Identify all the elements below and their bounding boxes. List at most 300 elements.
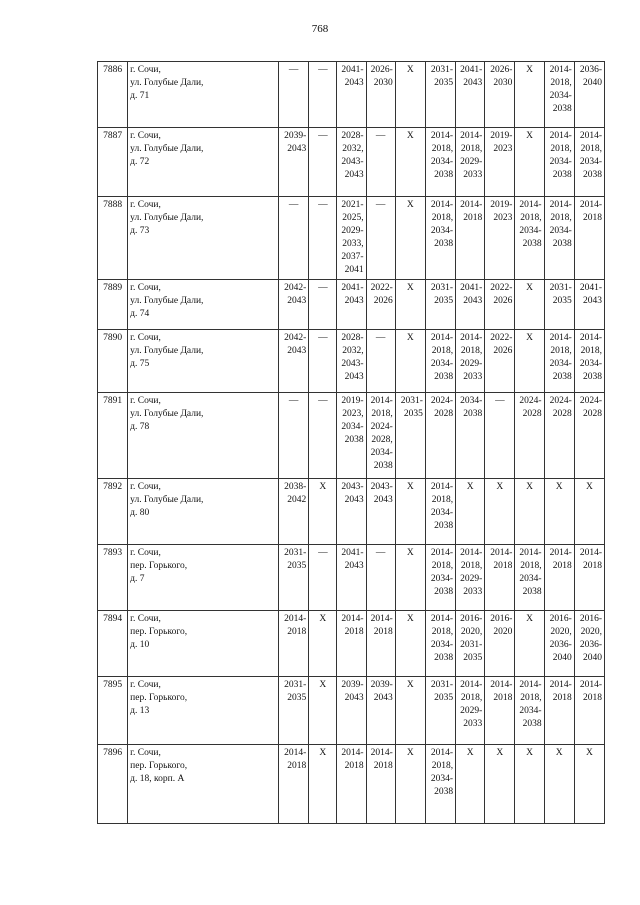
- period-line: 2031-: [460, 640, 483, 650]
- period-line: 2018: [552, 693, 572, 703]
- period-cell: [395, 677, 425, 745]
- address-line: ул. Голубые Дали,: [130, 296, 204, 306]
- period-line: 2034-: [430, 774, 454, 784]
- address-line: ул. Голубые Дали,: [130, 495, 204, 505]
- period-line: 2018,: [431, 213, 454, 223]
- period-cell: [456, 479, 485, 545]
- period-cell: [425, 545, 455, 611]
- period-line: —: [375, 200, 386, 210]
- period-line: 2020,: [550, 627, 572, 637]
- address-cell: [128, 677, 279, 745]
- period-line: 2014-: [460, 333, 483, 343]
- period-cell: [279, 393, 309, 479]
- period-line: 2014-: [430, 748, 454, 758]
- period-line: 2036-: [579, 65, 602, 75]
- period-cell: [485, 280, 515, 330]
- period-line: 2018: [287, 627, 307, 637]
- row-number: 7888: [98, 197, 128, 280]
- period-cell: [337, 330, 366, 393]
- period-cell: [309, 62, 337, 128]
- period-line: 2014-: [579, 548, 602, 558]
- address-line: д. 74: [130, 309, 150, 319]
- period-cell: [544, 677, 574, 745]
- period-cell: [425, 393, 455, 479]
- period-line: 2018,: [520, 561, 542, 571]
- period-line: 2028: [522, 409, 542, 419]
- period-line: 2018,: [460, 144, 483, 154]
- period-line: 2034-: [430, 157, 454, 167]
- period-line: X: [526, 65, 533, 75]
- period-line: 2014-: [579, 333, 602, 343]
- period-cell: [395, 545, 425, 611]
- period-line: 2029-: [460, 574, 483, 584]
- period-line: 2042-: [284, 333, 307, 343]
- period-line: 2018,: [520, 693, 542, 703]
- table-row: [98, 330, 605, 393]
- period-cell: [574, 393, 604, 479]
- period-cell: [395, 611, 425, 677]
- period-cell: [279, 611, 309, 677]
- period-cell: [366, 280, 395, 330]
- address-line: д. 13: [130, 706, 150, 716]
- period-line: X: [496, 482, 504, 492]
- period-line: 2023: [493, 144, 513, 154]
- address-line: г. Сочи,: [130, 333, 161, 343]
- address-line: пер. Горького,: [130, 693, 188, 703]
- period-line: X: [319, 614, 327, 624]
- period-cell: [366, 611, 395, 677]
- period-line: 2041-: [460, 283, 483, 293]
- period-line: 2029-: [341, 226, 364, 236]
- period-cell: [544, 197, 574, 280]
- period-line: 2038: [373, 461, 393, 471]
- period-line: 2018,: [431, 495, 454, 505]
- period-line: 2038: [552, 239, 572, 249]
- period-line: —: [288, 65, 299, 75]
- period-line: 2034-: [430, 359, 454, 369]
- period-line: 2043: [344, 170, 364, 180]
- period-line: —: [375, 333, 386, 343]
- period-cell: [337, 393, 366, 479]
- period-line: 2038: [463, 409, 483, 419]
- period-cell: [515, 330, 544, 393]
- period-line: 2018,: [550, 346, 572, 356]
- period-line: 2038-: [284, 482, 307, 492]
- period-cell: [279, 280, 309, 330]
- period-cell: [485, 197, 515, 280]
- period-line: X: [526, 482, 533, 492]
- period-line: 2036-: [579, 640, 602, 650]
- period-cell: [309, 393, 337, 479]
- period-cell: [366, 745, 395, 824]
- period-line: 2014-: [460, 131, 483, 141]
- period-line: 2018: [344, 761, 364, 771]
- period-cell: [485, 479, 515, 545]
- address-line: д. 72: [130, 157, 150, 167]
- period-cell: [485, 745, 515, 824]
- period-line: 2014-: [341, 614, 364, 624]
- period-line: 2035: [434, 296, 454, 306]
- period-line: 2018: [373, 761, 393, 771]
- period-line: 2038: [552, 170, 572, 180]
- period-cell: [425, 745, 455, 824]
- period-line: 2040: [583, 78, 602, 88]
- period-cell: [337, 479, 366, 545]
- address-cell: [128, 393, 279, 479]
- period-line: 2035: [287, 561, 307, 571]
- row-number: 7893: [98, 545, 128, 611]
- period-line: 2043-: [341, 359, 364, 369]
- period-cell: [279, 330, 309, 393]
- row-number: 7890: [98, 330, 128, 393]
- period-line: 2032,: [342, 346, 364, 356]
- table-row: [98, 479, 605, 545]
- period-line: 2036-: [549, 640, 572, 650]
- period-line: 2043: [344, 372, 364, 382]
- period-line: 2038: [583, 372, 602, 382]
- period-cell: [309, 745, 337, 824]
- period-line: 2024-: [370, 422, 393, 432]
- period-cell: [574, 128, 604, 197]
- period-line: 2014-: [519, 548, 542, 558]
- period-line: 2025,: [342, 213, 364, 223]
- period-line: 2014-: [284, 614, 307, 624]
- address-cell: [128, 330, 279, 393]
- row-number: 7886: [98, 62, 128, 128]
- period-cell: [574, 611, 604, 677]
- period-line: 2038: [552, 104, 572, 114]
- row-number: 7894: [98, 611, 128, 677]
- period-line: 2043-: [370, 482, 393, 492]
- period-line: 2014-: [284, 748, 307, 758]
- period-line: 2043: [463, 296, 483, 306]
- period-line: 2042-: [284, 283, 307, 293]
- period-line: 2043-: [341, 482, 364, 492]
- period-line: 2022-: [370, 283, 393, 293]
- period-cell: [366, 545, 395, 611]
- period-cell: [309, 479, 337, 545]
- period-line: 2014-: [460, 200, 483, 210]
- period-line: 2033,: [342, 239, 364, 249]
- period-line: 2014-: [370, 614, 393, 624]
- address-line: д. 10: [130, 640, 150, 650]
- period-line: 2014-: [341, 748, 364, 758]
- period-line: —: [495, 396, 505, 406]
- period-cell: [309, 280, 337, 330]
- period-line: 2018,: [460, 693, 483, 703]
- period-line: 2016-: [490, 614, 513, 624]
- period-cell: [544, 280, 574, 330]
- period-line: 2040: [583, 653, 602, 663]
- address-line: д. 78: [130, 422, 150, 432]
- period-line: 2038: [434, 239, 454, 249]
- period-line: 2037-: [341, 252, 364, 262]
- period-line: 2043: [373, 495, 393, 505]
- period-line: —: [318, 333, 328, 343]
- period-cell: [309, 545, 337, 611]
- period-line: X: [406, 748, 414, 758]
- period-line: 2019-: [490, 131, 513, 141]
- period-cell: [456, 677, 485, 745]
- table-row: [98, 62, 605, 128]
- page-number: 768: [311, 23, 329, 35]
- period-line: 2043: [344, 693, 364, 703]
- address-cell: [128, 611, 279, 677]
- period-cell: [574, 62, 604, 128]
- period-line: X: [466, 748, 474, 758]
- period-line: 2018,: [550, 78, 572, 88]
- period-line: 2031-: [284, 680, 307, 690]
- period-line: 2014-: [549, 333, 572, 343]
- period-line: 2034-: [549, 91, 572, 101]
- period-cell: [456, 545, 485, 611]
- period-cell: [395, 330, 425, 393]
- period-line: 2033: [463, 719, 483, 729]
- period-line: X: [526, 131, 533, 141]
- period-line: —: [288, 200, 299, 210]
- address-line: д. 7: [130, 574, 145, 584]
- period-line: 2033: [463, 170, 483, 180]
- period-line: X: [585, 748, 593, 758]
- period-line: 2020,: [460, 627, 483, 637]
- period-line: 2034-: [430, 574, 454, 584]
- period-cell: [544, 745, 574, 824]
- table-row: [98, 128, 605, 197]
- address-line: г. Сочи,: [130, 482, 161, 492]
- period-cell: [485, 330, 515, 393]
- period-cell: [279, 677, 309, 745]
- period-line: 2014-: [430, 614, 454, 624]
- period-line: 2042: [287, 495, 307, 505]
- period-line: 2018,: [550, 213, 572, 223]
- period-line: 2014-: [490, 548, 513, 558]
- period-line: —: [288, 396, 299, 406]
- row-number: 7889: [98, 280, 128, 330]
- period-line: 2026-: [490, 65, 513, 75]
- period-line: 2026-: [370, 65, 393, 75]
- period-line: 2034-: [549, 157, 572, 167]
- period-line: 2018,: [431, 627, 454, 637]
- period-cell: [485, 611, 515, 677]
- period-line: 2035: [403, 409, 423, 419]
- address-line: д. 73: [130, 226, 150, 236]
- period-line: X: [466, 482, 474, 492]
- period-cell: [574, 330, 604, 393]
- period-line: 2014-: [430, 131, 454, 141]
- address-line: г. Сочи,: [130, 748, 161, 758]
- period-line: —: [318, 200, 328, 210]
- period-cell: [574, 479, 604, 545]
- period-line: X: [555, 482, 563, 492]
- period-line: 2018: [287, 761, 307, 771]
- period-line: 2018: [583, 561, 602, 571]
- period-line: 2034-: [430, 226, 454, 236]
- period-line: 2038: [522, 719, 542, 729]
- period-cell: [366, 197, 395, 280]
- period-line: 2035: [434, 78, 454, 88]
- period-line: 2018: [493, 561, 513, 571]
- period-line: 2020: [493, 627, 513, 637]
- period-line: 2018: [344, 627, 364, 637]
- period-cell: [544, 62, 574, 128]
- period-line: 2014-: [549, 200, 572, 210]
- period-cell: [485, 545, 515, 611]
- period-cell: [574, 745, 604, 824]
- address-line: г. Сочи,: [130, 548, 161, 558]
- period-line: 2024-: [430, 396, 454, 406]
- period-cell: [366, 479, 395, 545]
- period-cell: [309, 677, 337, 745]
- period-cell: [395, 745, 425, 824]
- period-line: —: [318, 396, 328, 406]
- row-number: 7896: [98, 745, 128, 824]
- period-cell: [395, 62, 425, 128]
- period-line: 2018: [552, 561, 572, 571]
- address-cell: [128, 280, 279, 330]
- address-line: г. Сочи,: [130, 680, 161, 690]
- period-line: 2043: [583, 296, 602, 306]
- row-number: 7887: [98, 128, 128, 197]
- period-line: 2041: [344, 265, 364, 275]
- period-cell: [337, 197, 366, 280]
- period-line: X: [406, 548, 414, 558]
- period-cell: [515, 479, 544, 545]
- period-cell: [425, 280, 455, 330]
- period-line: X: [406, 200, 414, 210]
- period-cell: [425, 677, 455, 745]
- period-cell: [279, 545, 309, 611]
- period-cell: [574, 545, 604, 611]
- period-line: 2031-: [430, 283, 454, 293]
- period-line: 2043: [344, 296, 364, 306]
- period-cell: [425, 128, 455, 197]
- address-cell: [128, 545, 279, 611]
- period-line: 2043: [287, 144, 307, 154]
- period-line: 2022-: [490, 333, 513, 343]
- address-line: пер. Горького,: [130, 561, 188, 571]
- period-line: 2018,: [580, 346, 602, 356]
- period-line: X: [319, 748, 327, 758]
- period-line: 2023,: [342, 409, 364, 419]
- period-line: 2038: [583, 170, 602, 180]
- period-line: 2034-: [341, 422, 364, 432]
- period-line: X: [406, 65, 414, 75]
- period-line: 2014-: [549, 680, 572, 690]
- period-cell: [515, 280, 544, 330]
- repair-schedule-table: [97, 61, 605, 824]
- period-line: 2028-: [341, 131, 364, 141]
- period-line: 2043-: [341, 157, 364, 167]
- address-cell: [128, 745, 279, 824]
- period-line: 2034-: [549, 359, 572, 369]
- table-row: [98, 393, 605, 479]
- address-cell: [128, 62, 279, 128]
- period-line: 2023: [493, 213, 513, 223]
- address-line: ул. Голубые Дали,: [130, 213, 204, 223]
- table-row: [98, 545, 605, 611]
- address-line: ул. Голубые Дали,: [130, 346, 204, 356]
- period-line: 2034-: [430, 640, 454, 650]
- period-cell: [544, 393, 574, 479]
- period-cell: [456, 393, 485, 479]
- period-line: 2018,: [580, 144, 602, 154]
- period-line: —: [318, 131, 328, 141]
- period-line: 2032,: [342, 144, 364, 154]
- period-cell: [515, 677, 544, 745]
- period-line: X: [496, 748, 504, 758]
- address-line: ул. Голубые Дали,: [130, 144, 204, 154]
- period-line: —: [318, 548, 328, 558]
- period-line: 2026: [493, 296, 513, 306]
- period-cell: [515, 62, 544, 128]
- address-line: г. Сочи,: [130, 283, 161, 293]
- period-line: 2038: [434, 787, 454, 797]
- period-line: 2014-: [579, 200, 602, 210]
- row-number: 7891: [98, 393, 128, 479]
- period-line: 2014-: [490, 680, 513, 690]
- period-line: 2018: [583, 693, 602, 703]
- address-line: г. Сочи,: [130, 614, 161, 624]
- period-cell: [456, 197, 485, 280]
- address-line: д. 80: [130, 508, 150, 518]
- period-line: 2043: [463, 78, 483, 88]
- period-line: 2020,: [580, 627, 602, 637]
- period-cell: [515, 128, 544, 197]
- address-line: д. 75: [130, 359, 150, 369]
- period-cell: [366, 393, 395, 479]
- period-line: 2038: [434, 372, 454, 382]
- period-line: 2034-: [579, 157, 602, 167]
- period-cell: [309, 197, 337, 280]
- period-cell: [395, 479, 425, 545]
- period-cell: [395, 128, 425, 197]
- period-line: 2028-: [341, 333, 364, 343]
- period-line: 2019-: [341, 396, 364, 406]
- period-line: 2034-: [519, 706, 542, 716]
- period-line: 2018: [373, 627, 393, 637]
- period-line: 2028: [434, 409, 454, 419]
- period-line: 2043: [287, 296, 307, 306]
- period-cell: [395, 393, 425, 479]
- period-cell: [574, 677, 604, 745]
- address-cell: [128, 197, 279, 280]
- period-line: 2014-: [549, 65, 572, 75]
- period-cell: [515, 545, 544, 611]
- period-line: 2031-: [400, 396, 423, 406]
- period-cell: [544, 611, 574, 677]
- period-line: 2014-: [549, 548, 572, 558]
- period-cell: [337, 280, 366, 330]
- address-line: г. Сочи,: [130, 131, 161, 141]
- period-line: 2034-: [370, 448, 393, 458]
- period-cell: [279, 62, 309, 128]
- period-line: 2018,: [520, 213, 542, 223]
- address-line: г. Сочи,: [130, 65, 161, 75]
- period-cell: [279, 745, 309, 824]
- period-line: 2018,: [371, 409, 393, 419]
- period-line: —: [375, 548, 386, 558]
- period-line: 2018,: [431, 561, 454, 571]
- period-line: 2041-: [460, 65, 483, 75]
- period-line: 2038: [344, 435, 364, 445]
- address-line: пер. Горького,: [130, 761, 188, 771]
- period-cell: [279, 128, 309, 197]
- period-cell: [456, 611, 485, 677]
- period-line: 2038: [522, 239, 542, 249]
- period-line: 2038: [434, 170, 454, 180]
- period-line: 2043: [344, 78, 364, 88]
- period-cell: [337, 128, 366, 197]
